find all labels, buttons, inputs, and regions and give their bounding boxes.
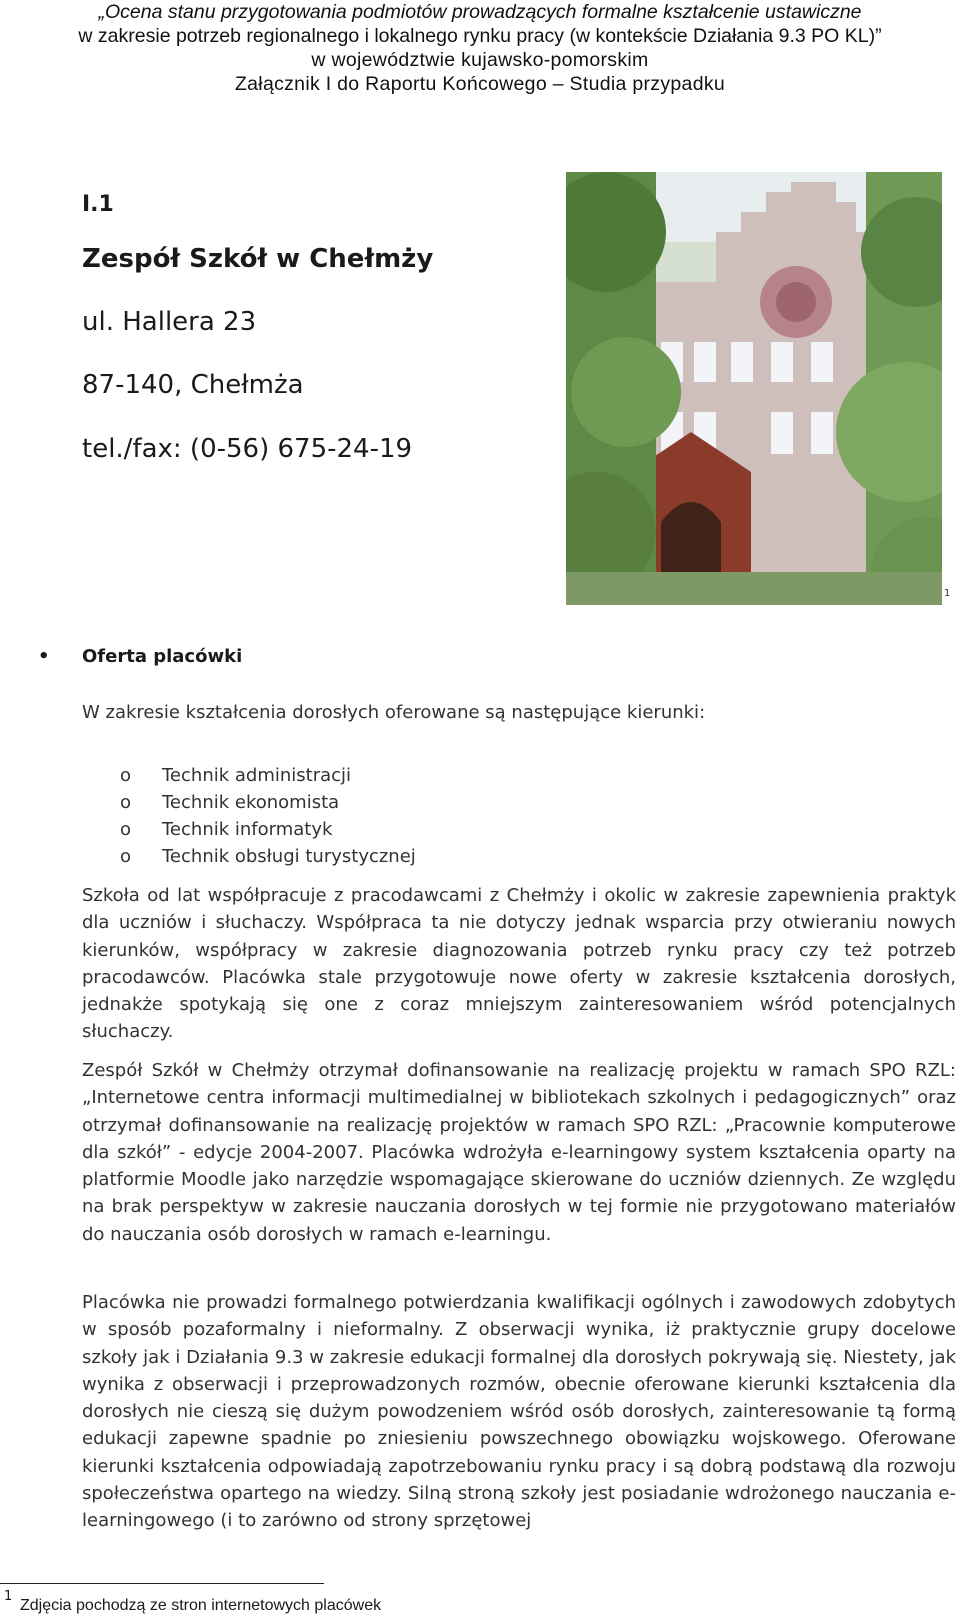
list-item [120, 843, 416, 870]
photo-footnote-marker: 1 [944, 588, 951, 599]
list-marker-icon: o [120, 846, 132, 867]
list-marker-icon: o [120, 819, 132, 840]
school-street: ul. Hallera 23 [82, 307, 257, 337]
school-phone: tel./fax: (0-56) 675-24-19 [82, 434, 413, 464]
offer-intro: W zakresie kształcenia dorosłych oferowane są następujące kierunki: [82, 702, 706, 723]
offer-heading [38, 646, 242, 667]
course-name: Technik obsługi turystycznej [162, 846, 416, 867]
header-line-3: w województwie kujawsko-pomorskim [311, 49, 649, 71]
course-name: Technik informatyk [162, 819, 333, 840]
list-marker-icon: o [120, 792, 132, 813]
header-line-2: w zakresie potrzeb regionalnego i lokalnego rynku pracy (w kontekście Działania 9.3 PO KL)” [78, 25, 882, 47]
list-item [120, 789, 416, 816]
bullet-icon: • [38, 646, 50, 667]
footnote-text: Zdjęcia pochodzą ze stron internetowych placówek [20, 1597, 382, 1614]
school-name: Zespół Szkół w Chełmży [82, 244, 434, 274]
list-item [120, 762, 416, 789]
section-code: I.1 [82, 192, 114, 217]
header-line-1: „Ocena stanu przygotowania podmiotów prowadzących formalne kształcenie ustawiczne [98, 1, 862, 23]
paragraph-qualifications: Placówka nie prowadzi formalnego potwierdzania kwalifikacji ogólnych i zawodowych zdobytych w sposób pozaformalny i nieformalny. Z obserwacji wynika, iż praktycznie grupy docelowe szkoły jak i Działania 9.3 w zakresie edukacji formalnej dla dorosłych pokrywają się. Niestety, jak wynika z obserwacji i przeprowadzonych rozmów, obecnie oferowane kierunki kształcenia dla dorosłych nie cieszą się dużym powodzeniem wśród osób dorosłych, zainteresowanie tą formą edukacji zapewne spadnie po zniesieniu powszechnego obowiązku wojskowego. Oferowane kierunki kształcenia odpowiadają zapotrzebowaniu rynku pracy i są dobrą podstawą dla rozwoju społeczeństwa opartego na wiedzy. Silną stroną szkoły jest posiadanie wdrożonego nauczania e-learningowego (i to zarówno od strony sprzętowej [82, 1292, 956, 1532]
course-name: Technik ekonomista [162, 792, 340, 813]
footnote-divider [0, 1583, 324, 1584]
list-item [120, 816, 416, 843]
school-city: 87-140, Chełmża [82, 370, 304, 400]
paragraph-funding: Zespół Szkół w Chełmży otrzymał dofinansowanie na realizację projektu w ramach SPO RZL: „Internetowe centra informacji multimedialnej w bibliotekach szkolnych i pedagogicznych” oraz otrzymał dofinansowanie na realizację projektów w ramach SPO RZL: „Pracownie komputerowe dla szkół” - edycje 2004-2007. Placówka wdrożyła e-learningowy system kształcenia oparty na platformie Moodle jako narzędzie wspomagające skierowane do uczniów dziennych. Ze względu na brak perspektyw w zakresie nauczania dorosłych w tej formie nie przygotowano materiałów do nauczania osób dorosłych w ramach e-learningu. [82, 1060, 956, 1245]
list-marker-icon: o [120, 765, 132, 786]
header-line-4: Załącznik I do Raportu Końcowego – Studia przypadku [234, 73, 726, 95]
course-list [120, 762, 416, 870]
school-building-photo [566, 172, 942, 605]
offer-heading-label: Oferta placówki [82, 646, 243, 667]
course-name: Technik administracji [162, 765, 352, 786]
paragraph-cooperation: Szkoła od lat współpracuje z pracodawcami z Chełmży i okolic w zakresie zapewnienia praktyk dla uczniów i słuchaczy. Współpraca ta nie dotyczy jednak wsparcia przy otwieraniu nowych kierunków, współpracy w zakresie diagnozowania potrzeb rynku pracy czy też potrzeb pracodawców. Placówka stale przygotowuje nowe oferty w zakresie kształcenia dorosłych, jednakże spotykają się one z coraz mniejszym zainteresowaniem wśród potencjalnych słuchaczy. [82, 885, 956, 1043]
footnote-number: 1 [4, 1589, 13, 1604]
document-header [0, 0, 960, 96]
